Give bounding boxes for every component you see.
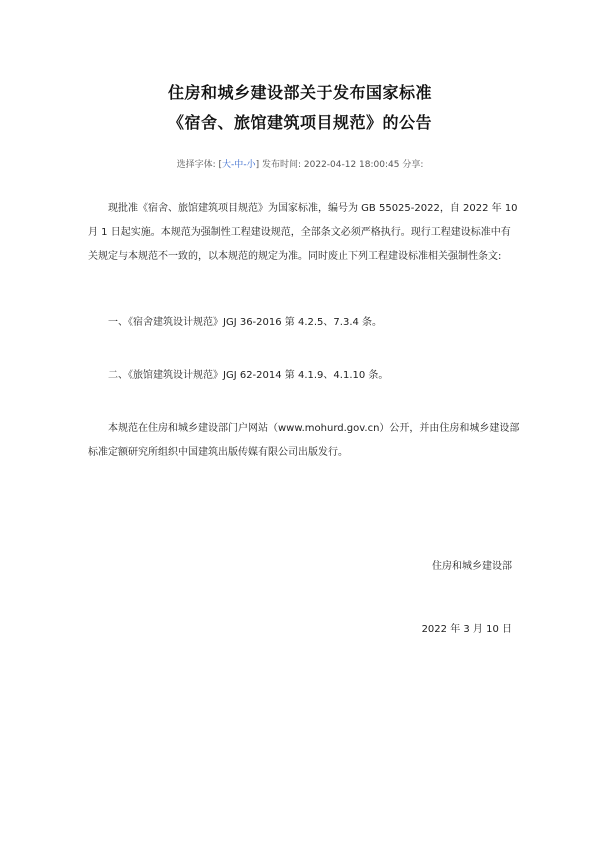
font-separator: - [243, 160, 247, 170]
signature-date: 2022 年 3 月 10 日 [421, 624, 512, 635]
paragraph-item-1: 一、《宿舍建筑设计规范》JGJ 36-2016 第 4.2.5、7.3.4 条。 [108, 317, 383, 328]
share-label[interactable]: 分享: [402, 160, 424, 170]
paragraph-approval: 现批准《宿舍、旅馆建筑项目规范》为国家标准，编号为 GB 55025-2022，自 2022 年 10 月 1 日起实施。本规范为强制性工程建设规范，全部条文必须严格执行。现行工程建设标准中有关规定与本规范不一致的，以本规范的规定为准。同时废止下列工程建设标准相关强制性条文: [88, 203, 518, 262]
publish-time: 2022-04-12 18:00:45 [303, 160, 400, 170]
font-small-link[interactable]: 小 [246, 160, 256, 170]
publish-time-label: 发布时间: [261, 160, 302, 170]
page-title [0, 78, 600, 138]
paragraph-item-2: 二、《旅馆建筑设计规范》JGJ 62-2014 第 4.1.9、4.1.10 条。 [108, 370, 389, 381]
title-line-1: 住房和城乡建设部关于发布国家标准 [167, 83, 432, 102]
paragraph-publication: 本规范在住房和城乡建设部门户网站（www.mohurd.gov.cn）公开，并由住房和城乡建设部标准定额研究所组织中国建筑出版传媒有限公司出版发行。 [88, 423, 520, 458]
font-bracket-open: [ [218, 160, 223, 170]
font-separator: - [231, 160, 235, 170]
title-line-2: 《宿舍、旅馆建筑项目规范》的公告 [167, 113, 432, 132]
font-bracket-close: ] [255, 160, 260, 170]
font-size-label: 选择字体: [176, 160, 216, 170]
font-medium-link[interactable]: 中 [234, 160, 244, 170]
signature-organization: 住房和城乡建设部 [432, 561, 512, 572]
font-large-link[interactable]: 大 [222, 160, 232, 170]
article-meta [0, 157, 600, 170]
